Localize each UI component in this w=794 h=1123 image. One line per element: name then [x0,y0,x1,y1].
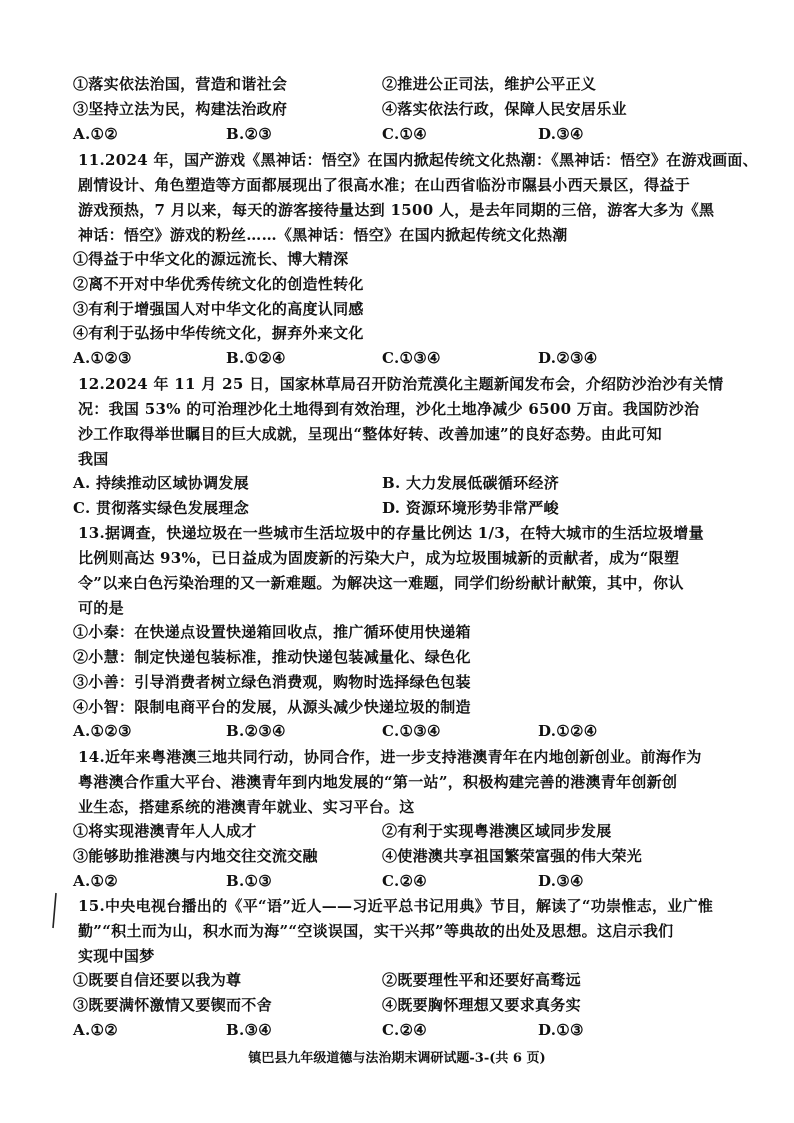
q15-option-2: ②既要理性平和还要好高骛远 [382,971,581,989]
q12-option-d: D. 资源环境形势非常严峻 [382,499,559,517]
q14-answer-d: D.③④ [538,872,584,890]
q15-stem-line: 实现中国梦 [78,947,155,965]
q12-stem-line: 况：我国 53% 的可治理沙化土地得到有效治理，沙化土地净减少 6500 万亩。我国防沙治 [78,400,700,418]
q13-option-4: ④小智：限制电商平台的发展，从源头减少快递垃圾的制造 [73,698,471,716]
q10-option-2: ②推进公正司法，维护公平正义 [382,75,597,93]
q13-option-2: ②小慧：制定快递包装标准，推动快递包装减量化、绿色化 [73,648,471,666]
q14-stem-line: 业生态，搭建系统的港澳青年就业、实习平台。这 [78,798,415,816]
q12-stem-line: 我国 [78,450,109,468]
q12-option-a: A. 持续推动区域协调发展 [73,474,249,492]
q11-stem-line: 11.2024 年，国产游戏《黑神话：悟空》在国内掀起传统文化热潮：《黑神话：悟空》在游戏画面、 [78,151,758,169]
q11-option-2: ②离不开对中华优秀传统文化的创造性转化 [73,275,364,293]
page-footer: 镇巴县九年级道德与法治期末调研试题-3-(共 6 页) [248,1051,546,1066]
q13-answer-a: A.①②③ [73,722,132,740]
q12-option-c: C. 贯彻落实绿色发展理念 [73,499,250,517]
q15-answer-d: D.①③ [538,1021,584,1039]
q13-answer-c: C.①③④ [382,722,441,740]
q14-answer-a: A.①② [73,872,118,890]
q15-option-4: ④既要胸怀理想又要求真务实 [382,996,581,1014]
q15-stem-line: 勤”“积土而为山，积水而为海”“空谈误国，实干兴邦”等典故的出处及思想。这启示我们 [78,922,674,940]
q10-option-4: ④落实依法行政，保障人民安居乐业 [382,100,627,118]
q13-stem-line: 13.据调查，快递垃圾在一些城市生活垃圾中的存量比例达 1/3，在特大城市的生活垃圾增量 [78,524,704,542]
q15-answer-c: C.②④ [382,1021,427,1039]
q14-answer-c: C.②④ [382,872,427,890]
q13-answer-b: B.②③④ [226,722,286,740]
q11-answer-d: D.②③④ [538,349,598,367]
q10-answer-a: A.①② [73,125,118,143]
q11-option-4: ④有利于弘扬中华传统文化，摒弃外来文化 [73,324,364,342]
q10-option-1: ①落实依法治国，营造和谐社会 [73,75,288,93]
q14-answer-b: B.①③ [226,872,272,890]
q11-stem-line: 剧情设计、角色塑造等方面都展现出了很高水准；在山西省临汾市隰县小西天景区，得益于 [78,176,691,194]
q12-stem-line: 沙工作取得举世瞩目的巨大成就，呈现出“整体好转、改善加速”的良好态势。由此可知 [78,425,662,443]
q13-stem-line: 令”以来白色污染治理的又一新难题。为解决这一难题，同学们纷纷献计献策，其中，你认 [78,574,684,592]
q14-option-4: ④使港澳共享祖国繁荣富强的伟大荣光 [382,847,643,865]
q12-stem-line: 12.2024 年 11 月 25 日，国家林草局召开防治荒漠化主题新闻发布会，介绍防沙治沙有关情 [78,375,724,393]
q12-option-b: B. 大力发展低碳循环经济 [382,474,560,492]
q13-stem-line: 可的是 [78,599,124,617]
q13-option-3: ③小善：引导消费者树立绿色消费观，购物时选择绿色包装 [73,673,471,691]
q11-answer-b: B.①②④ [226,349,286,367]
q15-option-1: ①既要自信还要以我为尊 [73,971,242,989]
q10-answer-b: B.②③ [226,125,272,143]
q10-answer-d: D.③④ [538,125,584,143]
q11-answer-c: C.①③④ [382,349,441,367]
q14-option-3: ③能够助推港澳与内地交往交流交融 [73,847,318,865]
q14-stem-line: 粤港澳合作重大平台、港澳青年到内地发展的“第一站”，积极构建完善的港澳青年创新创 [78,773,678,791]
q14-option-2: ②有利于实现粤港澳区域同步发展 [382,822,612,840]
q13-answer-d: D.①②④ [538,722,598,740]
q11-stem-line: 神话：悟空》游戏的粉丝……《黑神话：悟空》在国内掀起传统文化热潮 [78,226,568,244]
q11-stem-line: 游戏预热，7 月以来，每天的游客接待量达到 1500 人，是去年同期的三倍，游客大多为《黑 [78,201,715,219]
q13-stem-line: 比例则高达 93%，已日益成为固废新的污染大户，成为垃圾围城新的贡献者，成为“限塑 [78,549,680,567]
q14-stem-line: 14.近年来粤港澳三地共同行动，协同合作，进一步支持港澳青年在内地创新创业。前海作为 [78,748,702,766]
q10-option-3: ③坚持立法为民，构建法治政府 [73,100,288,118]
q14-option-1: ①将实现港澳青年人人成才 [73,822,257,840]
q15-stem-line: 15.中央电视台播出的《平“语”近人——习近平总书记用典》节目，解读了“功崇惟志，业广惟 [78,897,714,915]
q15-answer-a: A.①② [73,1021,118,1039]
q11-option-3: ③有利于增强国人对中华文化的高度认同感 [73,300,364,318]
q15-option-3: ③既要满怀激情又要锲而不舍 [73,996,272,1014]
q11-answer-a: A.①②③ [73,349,132,367]
q15-answer-b: B.③④ [226,1021,272,1039]
pen-mark-icon [50,892,60,930]
q13-option-1: ①小秦：在快递点设置快递箱回收点，推广循环使用快递箱 [73,623,471,641]
q10-answer-c: C.①④ [382,125,427,143]
q11-option-1: ①得益于中华文化的源远流长、博大精深 [73,250,349,268]
